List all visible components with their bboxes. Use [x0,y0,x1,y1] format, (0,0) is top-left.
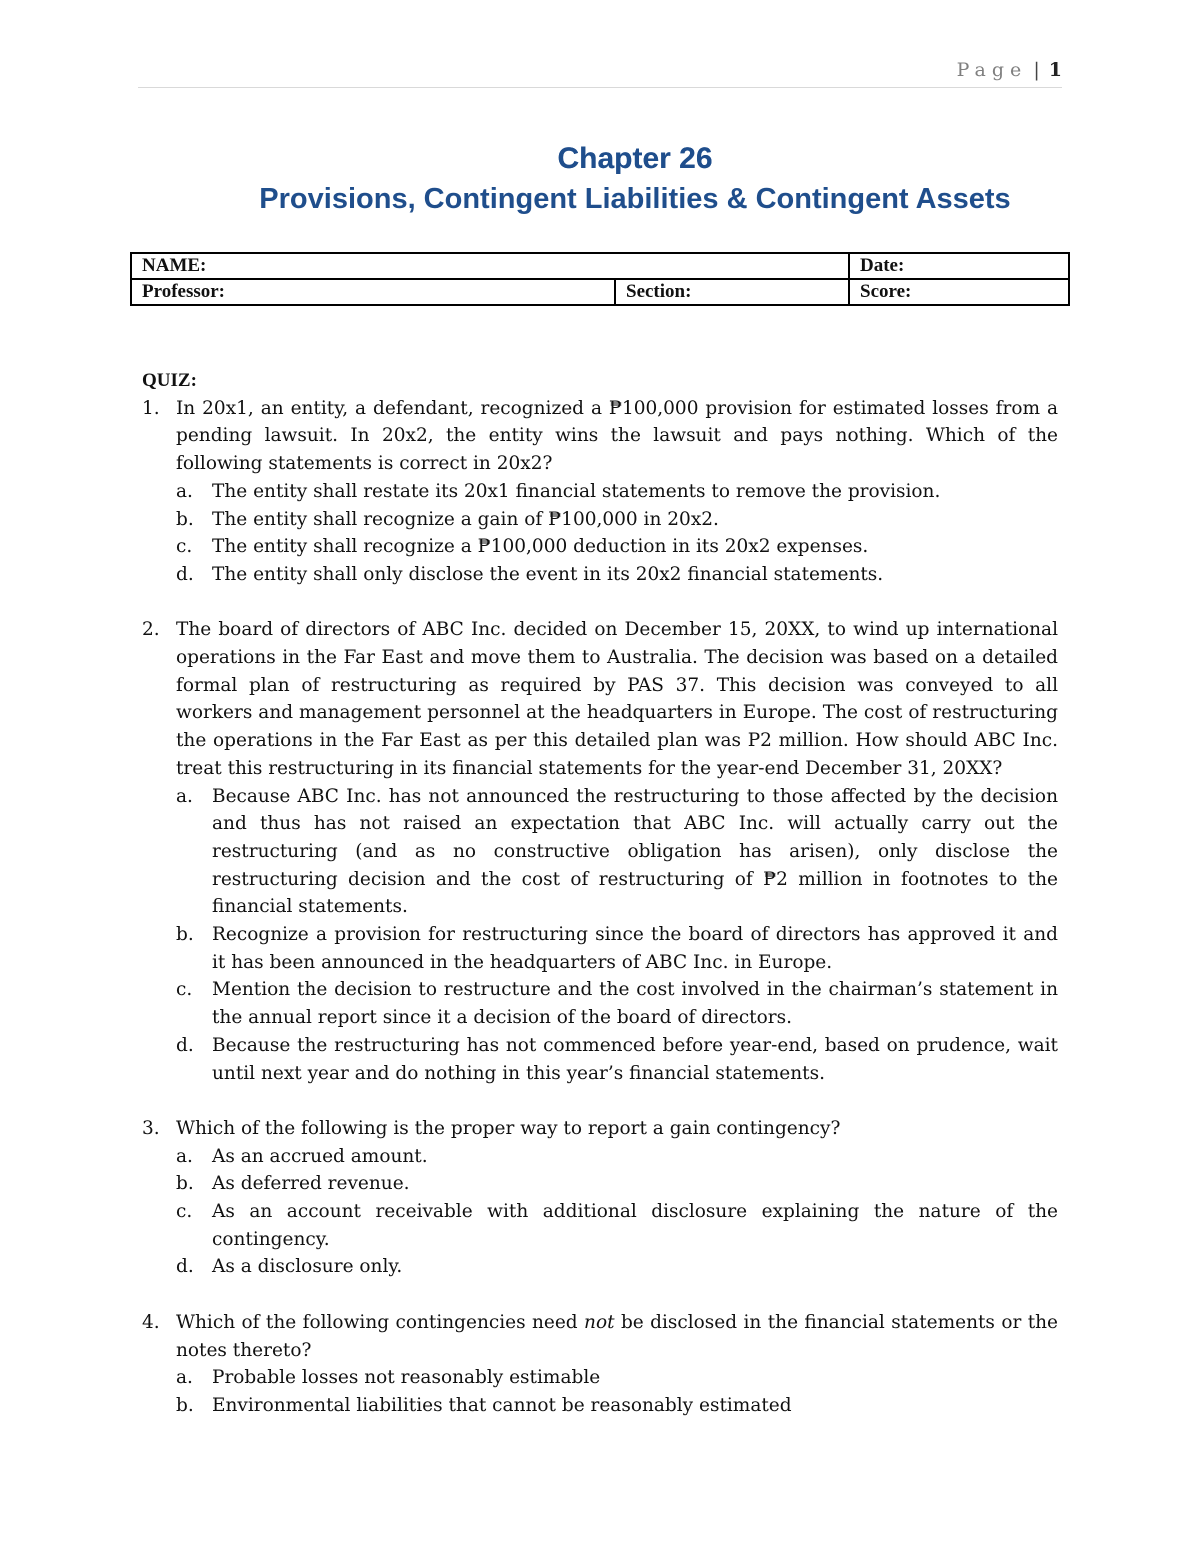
option: b. Environmental liabilities that cannot be reasonably estimated [176,1394,792,1416]
question-2 [142,616,1058,1087]
section-cell: Section: [615,279,849,305]
question-stem: The board of directors of ABC Inc. decided on December 15, 20XX, to wind up international operations in the Far East and move them to Australia. The decision was based on a detailed formal plan of restructuring as required by PAS 37. This decision was conveyed to all workers and management personnel at the headquarters in Europe. The cost of restructuring the operations in the Far East as per this detailed plan was P2 million. How should ABC Inc. treat this restructuring in its financial statements for the year-end December 31, 20XX? [176,619,1058,779]
option: d. As a disclosure only. [176,1256,403,1278]
page-header [138,55,1062,88]
option: d. The entity shall only disclose the event in its 20x2 financial statements. [176,563,884,585]
name-cell: NAME: [131,253,849,279]
question-3 [142,1115,1058,1281]
question-number: 1. [142,397,160,419]
question-4 [142,1309,1058,1420]
question-stem: Which of the following contingencies need not be disclosed in the financial statements or the notes thereto? [176,1311,1059,1361]
option: c. As an account receivable with additional disclosure explaining the nature of the contingency. [176,1201,1058,1250]
option: a. Because ABC Inc. has not announced the restructuring to those affected by the decision and thus has not raised an expectation that ABC Inc. will actually carry out the restructuring (and as no constructive obligation has arisen), only disclose the restructuring decision and the cost of restructuring of ₱2 million in footnotes to the financial statements. [176,785,1058,918]
question-number: 4. [142,1311,160,1333]
page-label: Page [956,59,1028,81]
date-cell: Date: [849,253,1069,279]
chapter-subtitle: Provisions, Contingent Liabilities & Contingent Assets [259,183,1011,215]
question-stem: In 20x1, an entity, a defendant, recognized a ₱100,000 provision for estimated losses from a pending lawsuit. In 20x2, the entity wins the lawsuit and pays nothing. Which of the following statements is correct in 20x2? [176,397,1058,475]
option: d. Because the restructuring has not commenced before year-end, based on prudence, wait until next year and do nothing in this year’s financial statements. [176,1034,1058,1084]
option: b. Recognize a provision for restructuring since the board of directors has approved it and it has been announced in the headquarters of ABC Inc. in Europe. [176,924,1058,973]
option: c. The entity shall recognize a ₱100,000 deduction in its 20x2 expenses. [176,536,869,558]
page-separator: | [1033,59,1040,81]
question-number: 2. [142,619,160,641]
option: b. As deferred revenue. [176,1173,410,1195]
question-stem: Which of the following is the proper way to report a gain contingency? [176,1117,841,1139]
question-number: 3. [142,1117,160,1139]
question-1 [142,395,1058,589]
page-number-value: 1 [1048,59,1062,81]
quiz [142,367,1058,1420]
student-info-table [130,252,1070,306]
emphasis-not: not [584,1311,615,1333]
score-cell: Score: [849,279,1069,305]
option: a. As an accrued amount. [176,1145,428,1167]
quiz-heading: QUIZ: [142,370,197,391]
chapter-title: Chapter 26 [557,142,713,175]
option: c. Mention the decision to restructure and the cost involved in the chairman’s statement in the annual report since it a decision of the board of directors. [176,979,1058,1029]
page-number [957,59,1062,81]
option: a. Probable losses not reasonably estimable [176,1367,601,1389]
option: a. The entity shall restate its 20x1 financial statements to remove the provision. [176,480,941,502]
professor-cell: Professor: [131,279,615,305]
option: b. The entity shall recognize a gain of ₱100,000 in 20x2. [176,508,719,530]
